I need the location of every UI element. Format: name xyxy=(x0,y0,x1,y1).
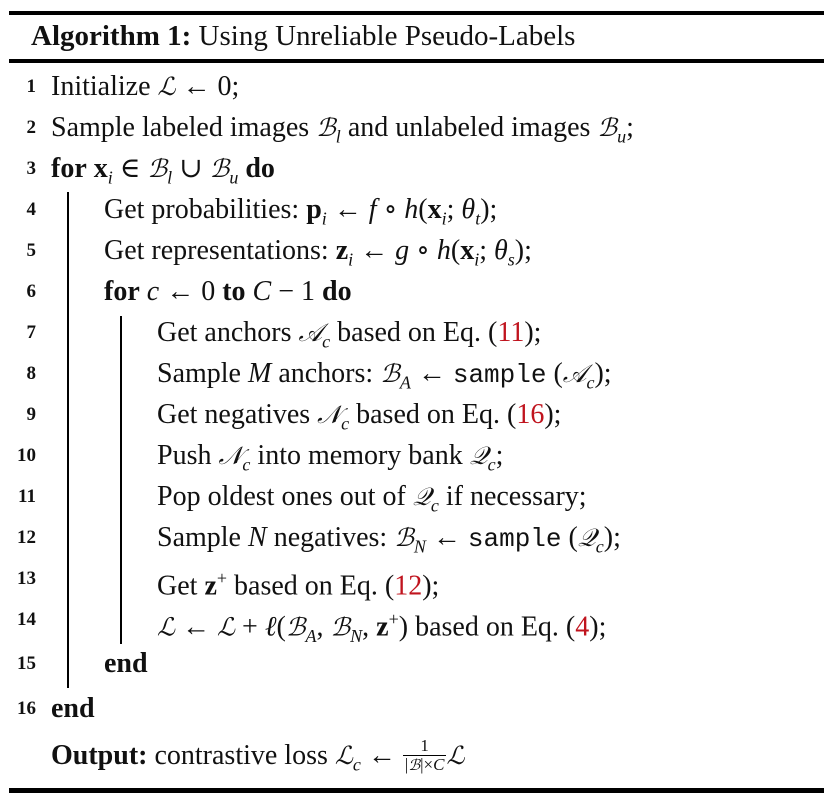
output-text: Output: contrastive loss ℒ$_c$ ← $\frac{1}{\text{|ℬ|×C}}$ ℒ xyxy=(51,736,465,775)
line-text: end xyxy=(51,693,95,724)
bottom-rule xyxy=(9,788,824,793)
algorithm-title xyxy=(31,16,575,56)
line-number: 6 xyxy=(26,281,36,302)
line-number: 5 xyxy=(26,240,36,261)
line-text: Sample labeled images ℬ$_l$ and unlabeled images ℬ$_u$; xyxy=(51,112,634,147)
line-text: for $x_i$ ∈ ℬ$_l$ ∪ ℬ$_u$ do xyxy=(51,153,275,188)
line-text: Get negatives 𝒩$_c$ based on Eq. (16); xyxy=(157,399,562,434)
line-text: Push 𝒩$_c$ into memory bank 𝒬$_c$; xyxy=(157,440,504,475)
equation-ref-link[interactable]: 16 xyxy=(516,399,545,430)
line-text: end xyxy=(104,648,148,679)
line-text: Get anchors 𝒜$_c$ based on Eq. (11); xyxy=(157,317,542,352)
algorithm-name: Using Unreliable Pseudo-Labels xyxy=(198,20,576,52)
line-number: 1 xyxy=(26,76,36,97)
equation-ref-link[interactable]: 11 xyxy=(497,317,525,348)
line-number: 11 xyxy=(18,486,36,507)
line-number: 2 xyxy=(26,117,36,138)
line-number: 16 xyxy=(17,698,36,719)
algorithm-label: Algorithm 1: xyxy=(31,20,192,52)
line-number: 8 xyxy=(26,363,36,384)
line-number: 12 xyxy=(17,527,36,548)
for-block-bar-outer xyxy=(67,192,69,688)
line-number: 9 xyxy=(26,404,36,425)
line-number: 13 xyxy=(17,568,36,589)
line-number: 15 xyxy=(17,653,36,674)
header-rule xyxy=(9,59,824,63)
equation-ref-link[interactable]: 12 xyxy=(394,570,423,602)
for-block-bar-inner xyxy=(120,316,122,644)
line-text: Get representations: $z_i$ ← g ∘ $h(x_i$; $\theta_s$); xyxy=(104,235,532,270)
line-text: ℒ ← ℒ + ℓ(ℬ$_A$, ℬ$_N$, z+) based on Eq. (4); xyxy=(157,609,607,646)
line-number: 10 xyxy=(17,445,36,466)
line-text: Pop oldest ones out of 𝒬$_c$ if necessary; xyxy=(157,481,587,516)
line-number: 7 xyxy=(26,322,36,343)
line-number: 14 xyxy=(17,609,36,630)
line-number: 3 xyxy=(26,158,36,179)
line-text: for c ← 0 to C − 1 do xyxy=(104,276,352,307)
line-text: Initialize ℒ ← 0; xyxy=(51,71,240,102)
line-text: Sample N negatives: ℬ$_N$ ← sample (𝒬$_c$); xyxy=(157,522,621,557)
line-number: 4 xyxy=(26,199,36,220)
line-text: Get probabilities: $p_i$ ← f ∘ $h(x_i$; $\theta_t$); xyxy=(104,194,498,229)
fraction: $\frac{1}{\text{|ℬ|×C}}$ xyxy=(404,736,445,775)
line-text: Sample M anchors: ℬ$_A$ ← sample (𝒜$_c$); xyxy=(157,358,612,393)
line-text: Get z+ based on Eq. (12); xyxy=(157,568,440,602)
equation-ref-link[interactable]: 4 xyxy=(575,611,590,643)
top-rule xyxy=(9,11,824,15)
